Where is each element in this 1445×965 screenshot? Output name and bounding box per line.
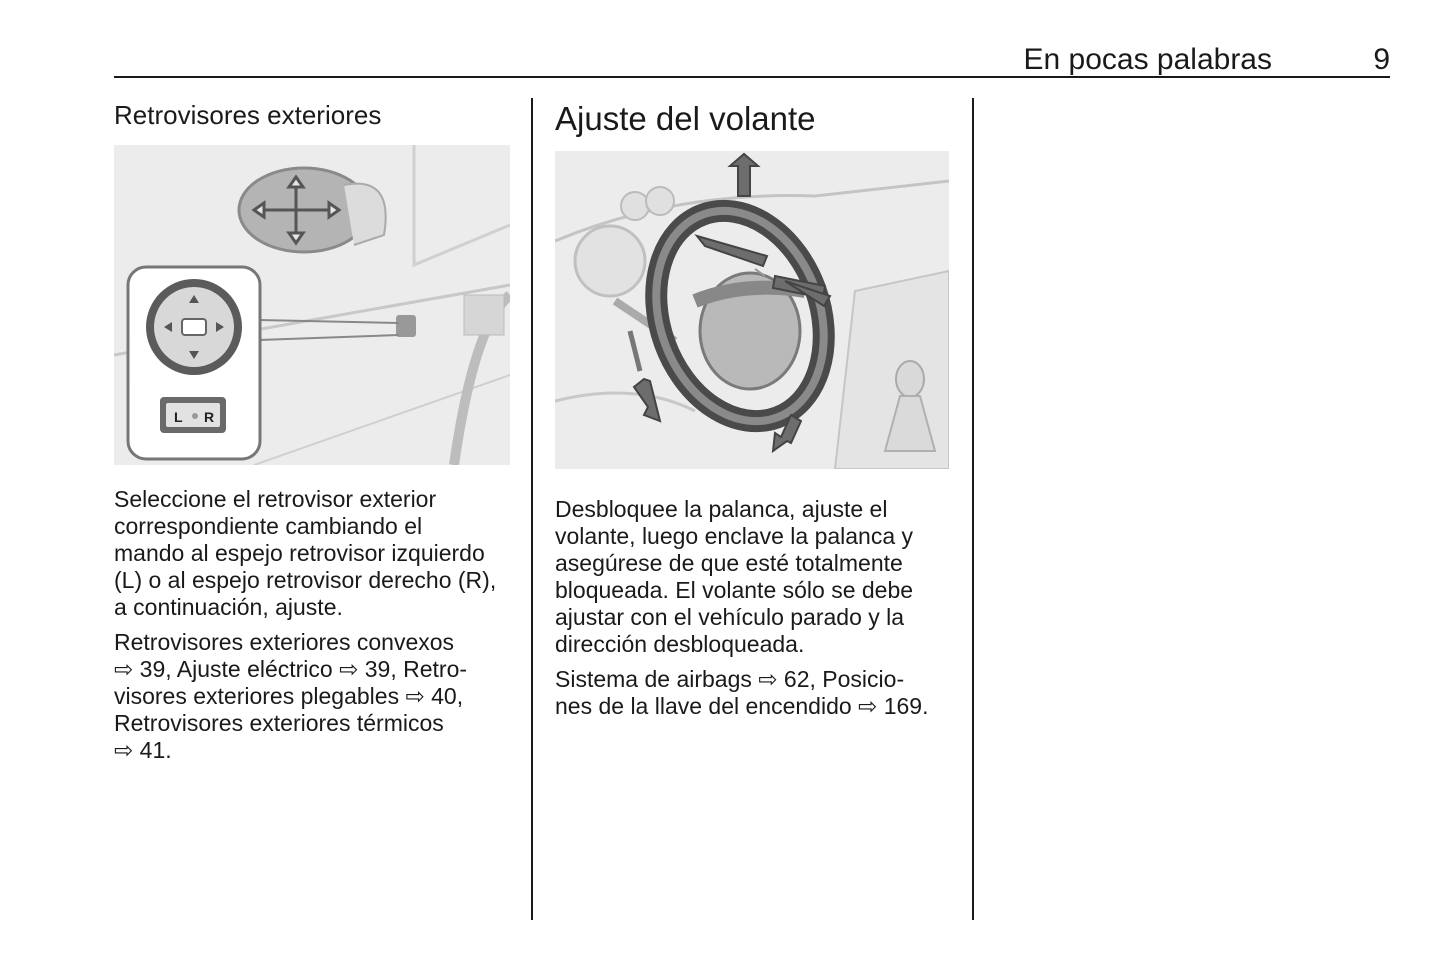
page-number: 9: [1373, 43, 1390, 76]
mirrors-paragraph-2-references: Retrovisores exteriores convexos ⇨ 39, Ajuste eléctrico ⇨ 39, Retro- visores exteriores plegables ⇨ 40, Retrovisores exteriores térmicos ⇨ 41.: [114, 629, 468, 763]
steering-paragraph-1: Desbloquee la palanca, ajuste el volante, luego enclave la palanca y asegúrese de que esté totalmente bloqueada. El volante sólo se debe ajustar con el vehículo parado y la dirección desbloqueada.: [555, 496, 914, 657]
switch-left-label: L: [174, 409, 183, 425]
column-divider-left: [531, 98, 533, 920]
section-heading-steering: Ajuste del volante: [555, 100, 816, 137]
steering-wheel-drawing: [555, 151, 949, 469]
mirror-control-illustration: [114, 145, 510, 465]
steering-wheel-illustration: [555, 151, 949, 469]
switch-right-label: R: [204, 409, 215, 425]
steering-paragraph-2-references: Sistema de airbags ⇨ 62, Posicio- nes de la llave del encendido ⇨ 169.: [555, 666, 929, 719]
section-heading-mirrors: Retrovisores exteriores: [114, 100, 382, 130]
mirrors-body-text: [114, 486, 524, 772]
mirror-control-drawing: [114, 145, 510, 465]
header-divider: [114, 76, 1390, 78]
column-divider-right: [972, 98, 974, 920]
running-header-title: En pocas palabras: [1023, 43, 1272, 76]
mirrors-paragraph-1: Seleccione el retrovisor exterior correspondiente cambiando el mando al espejo retrovisor izquierdo (L) o al espejo retrovisor derecho (R), a continuación, ajuste.: [114, 486, 497, 620]
steering-body-text: [555, 496, 965, 728]
